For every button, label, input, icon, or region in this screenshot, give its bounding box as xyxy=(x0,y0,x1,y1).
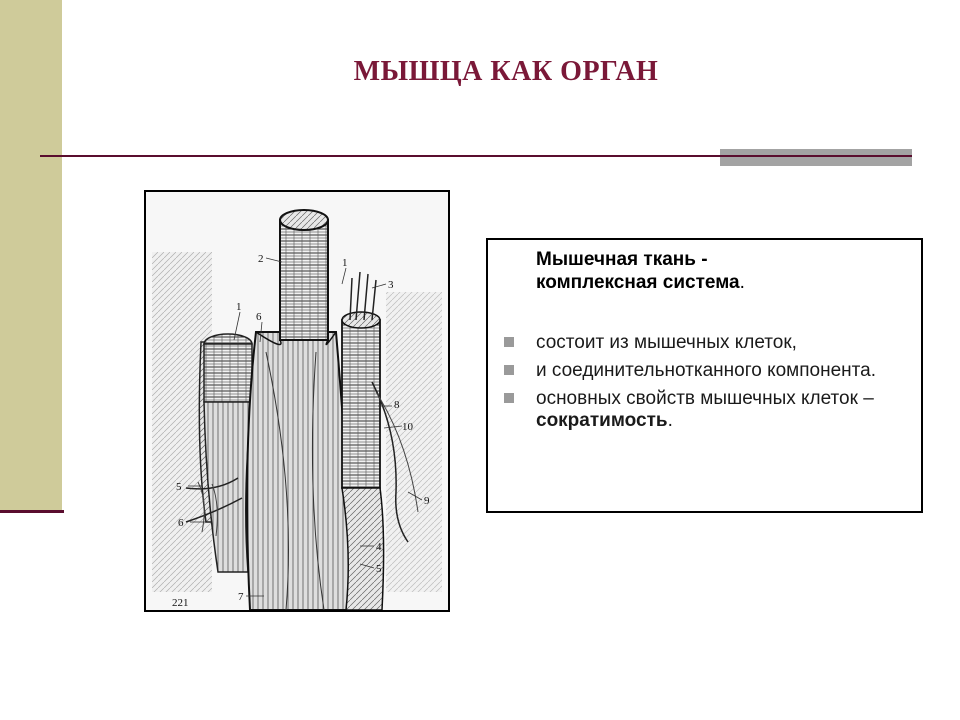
figure-label: 5 xyxy=(176,481,182,493)
title-rule-accent xyxy=(720,149,912,166)
bullet-period: . xyxy=(667,410,673,431)
muscle-anatomy-figure xyxy=(144,190,450,612)
square-bullet-icon xyxy=(504,393,514,403)
bullet-text: и соединительнотканного компонента. xyxy=(536,360,876,381)
figure-label: 3 xyxy=(388,279,394,291)
figure-label: 10 xyxy=(402,421,413,433)
figure-label: 1 xyxy=(342,257,348,269)
bullet-item xyxy=(500,360,916,382)
heading-line-2: комплексная система xyxy=(536,272,740,293)
bullet-text: состоит из мышечных клеток, xyxy=(536,332,797,353)
heading-line-1: Мышечная ткань - xyxy=(536,249,708,270)
side-band-underline xyxy=(0,510,64,513)
muscle-illustration xyxy=(146,192,448,610)
bullet-text: основных свойств мышечных клеток – xyxy=(536,388,874,409)
figure-label: 6 xyxy=(256,311,262,323)
bullet-item xyxy=(500,388,916,432)
figure-label: 2 xyxy=(258,253,264,265)
figure-label: 7 xyxy=(238,591,244,603)
figure-label: 9 xyxy=(424,495,430,507)
square-bullet-icon xyxy=(504,365,514,375)
figure-label: 4 xyxy=(376,541,382,553)
figure-label: 8 xyxy=(394,399,400,411)
bullet-list xyxy=(500,332,916,438)
figure-page-number: 221 xyxy=(172,597,189,609)
square-bullet-icon xyxy=(504,337,514,347)
textbox-heading xyxy=(536,248,916,294)
figure-label: 6 xyxy=(178,517,184,529)
heading-period: . xyxy=(739,272,745,293)
bullet-item xyxy=(500,332,916,354)
figure-label: 1 xyxy=(236,301,242,313)
side-band xyxy=(0,0,62,512)
heading-line-2-wrap xyxy=(536,271,916,294)
bullet-bold-term: сократимость xyxy=(536,410,668,431)
figure-label: 5 xyxy=(376,563,382,575)
info-textbox xyxy=(486,238,923,513)
slide-title: МЫШЦА КАК ОРГАН xyxy=(353,56,659,87)
